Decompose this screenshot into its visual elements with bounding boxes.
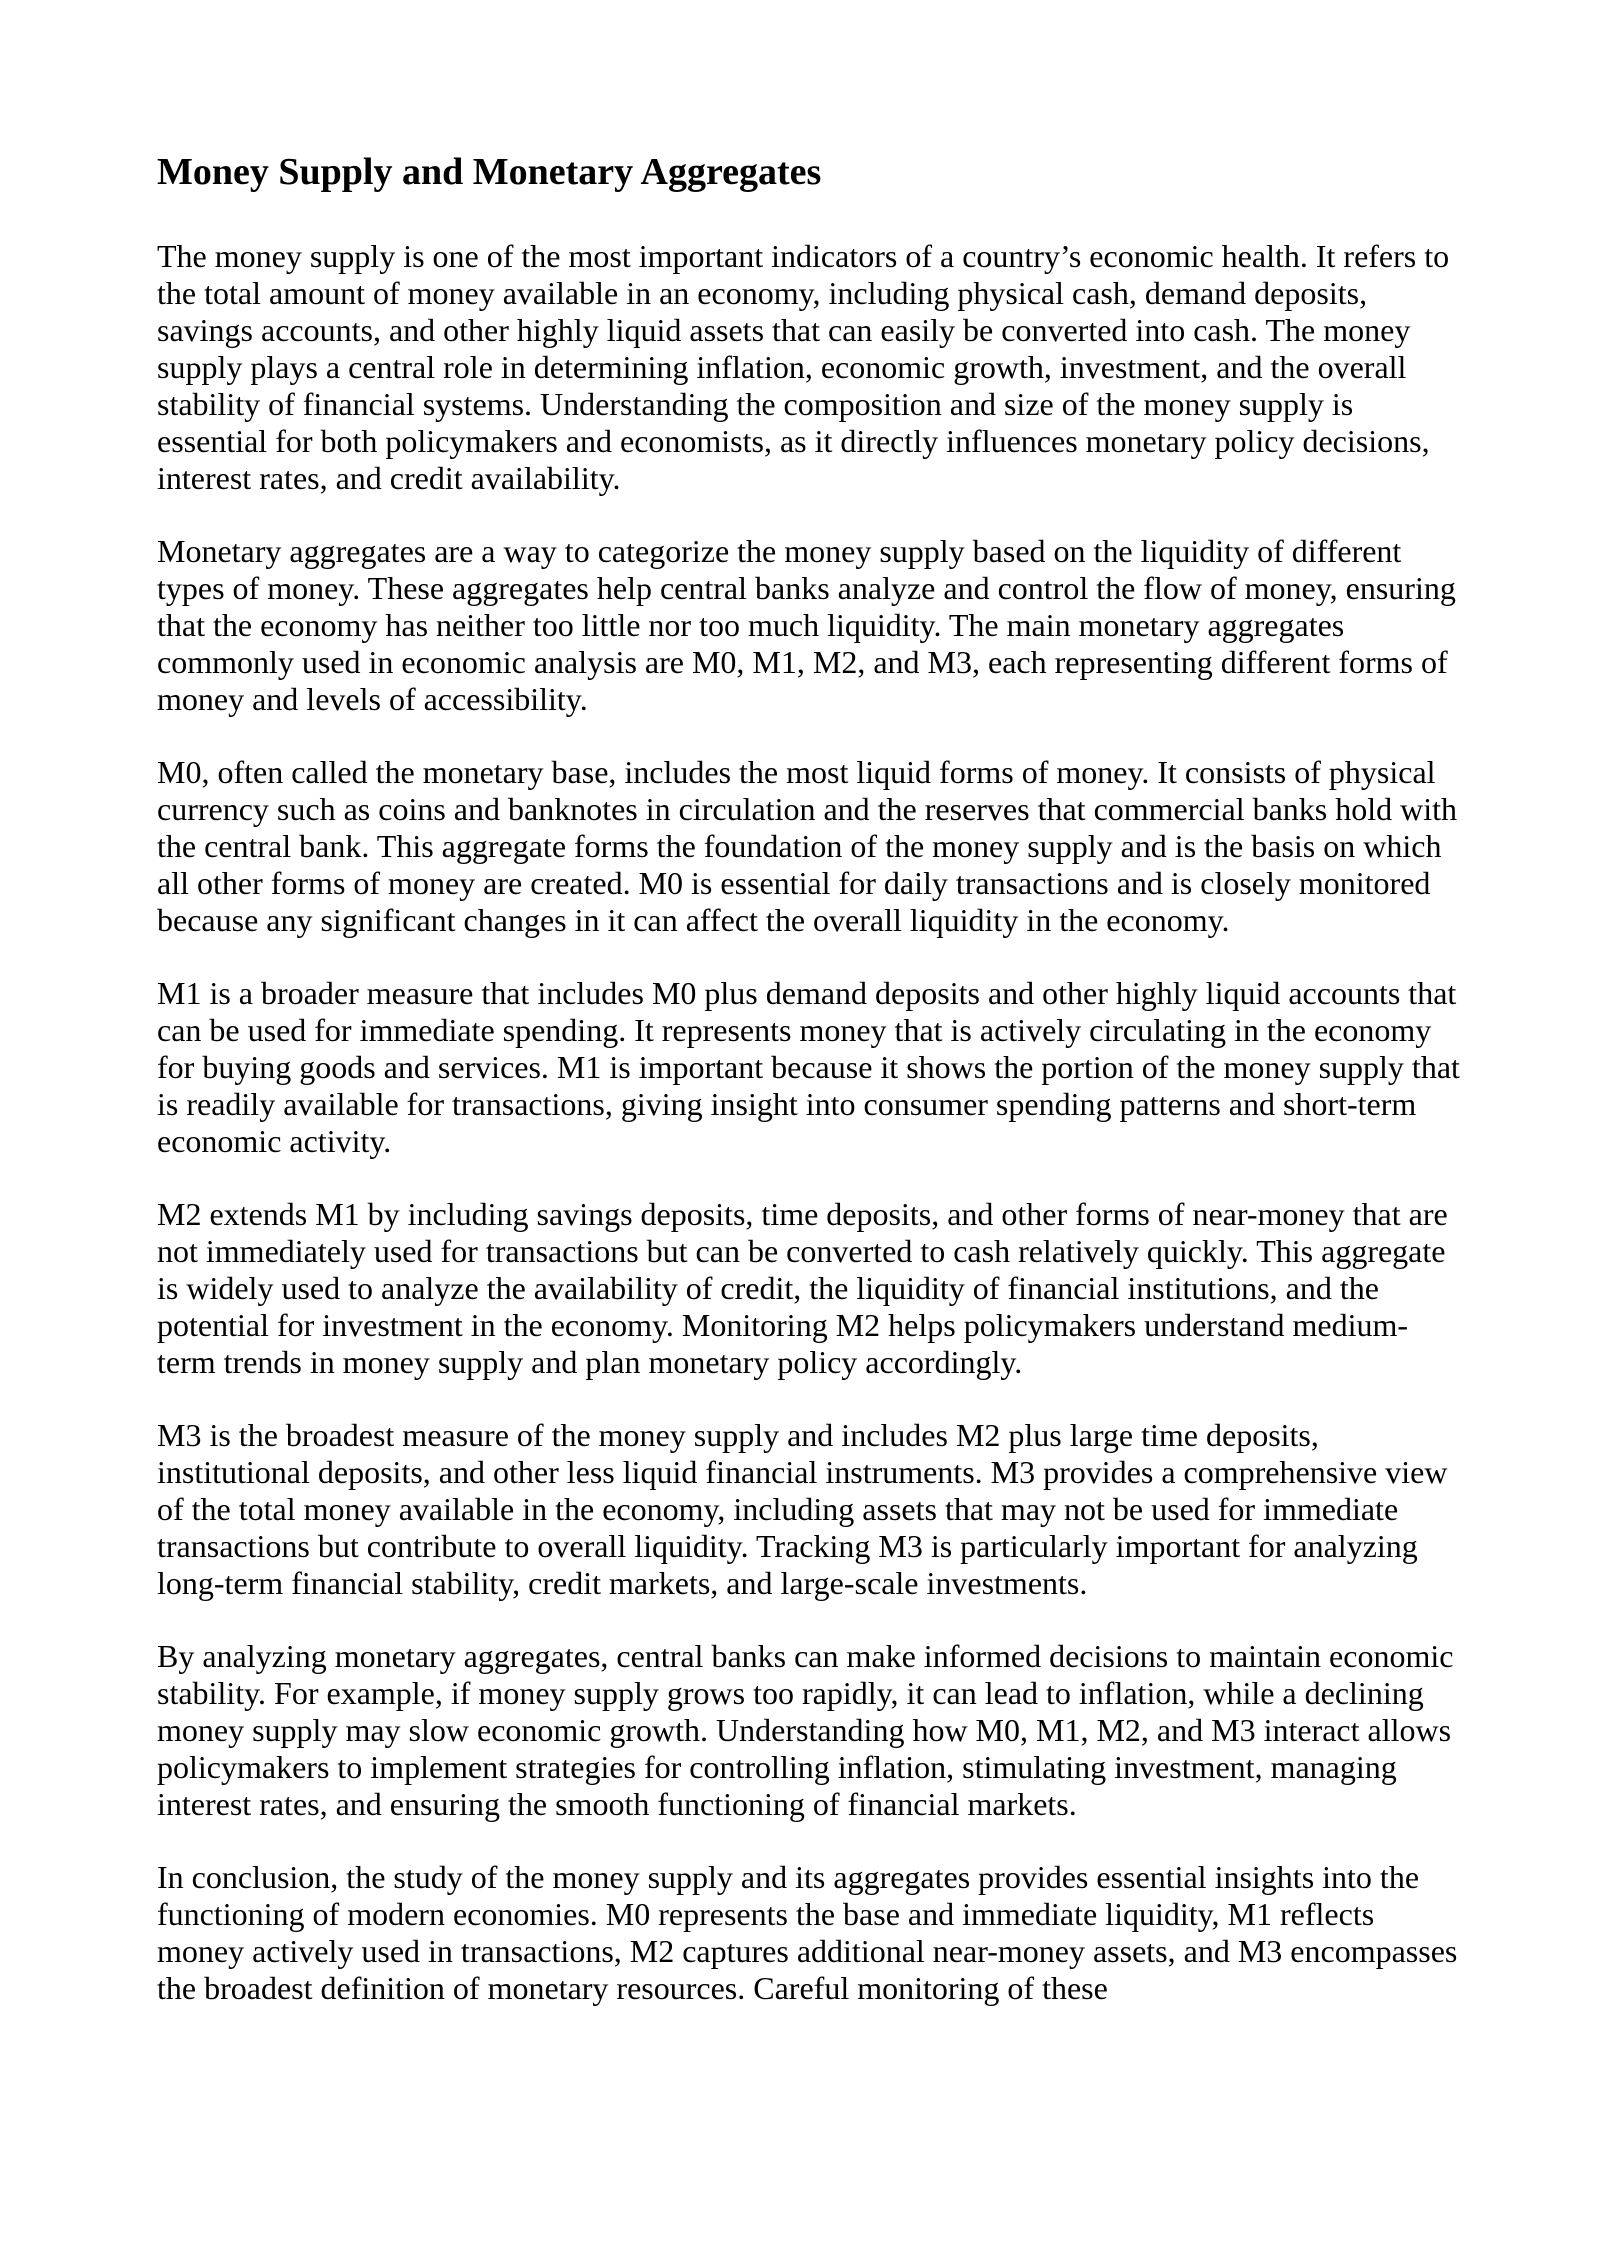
paragraph-intro: The money supply is one of the most important indicators of a country’s economic health. It refers to the total amount of money available in an economy, including physical cash, demand deposits, savings accounts, and other highly liquid assets that can easily be converted into cash. The money supply plays a central role in determining inflation, economic growth, investment, and the overall stability of financial systems. Understanding the composition and size of the money supply is essential for both policymakers and economists, as it directly influences monetary policy decisions, interest rates, and credit availability.: [157, 238, 1450, 496]
paragraph-conclusion: In conclusion, the study of the money supply and its aggregates provides essential insights into the functioning of modern economies. M0 represents the base and immediate liquidity, M1 reflects money actively used in transactions, M2 captures additional near-money assets, and M3 encompasses the broadest definition of monetary resources. Careful monitoring of these: [157, 1859, 1458, 2006]
paragraph-analysis: By analyzing monetary aggregates, central banks can make informed decisions to maintain economic stability. For example, if money supply grows too rapidly, it can lead to inflation, while a declining money supply may slow economic growth. Understanding how M0, M1, M2, and M3 interact allows policymakers to implement strategies for controlling inflation, stimulating investment, managing interest rates, and ensuring the smooth functioning of financial markets.: [157, 1638, 1454, 1822]
paragraph-m0: M0, often called the monetary base, includes the most liquid forms of money. It consists of physical currency such as coins and banknotes in circulation and the reserves that commercial banks hold with the central bank. This aggregate forms the foundation of the money supply and is the basis on which all other forms of money are created. M0 is essential for daily transactions and is closely monitored because any significant changes in it can affect the overall liquidity in the economy.: [157, 754, 1458, 938]
paragraph-m1: M1 is a broader measure that includes M0 plus demand deposits and other highly liquid accounts that can be used for immediate spending. It represents money that is actively circulating in the economy for buying goods and services. M1 is important because it shows the portion of the money supply that is readily available for transactions, giving insight into consumer spending patterns and short-term economic activity.: [157, 975, 1460, 1159]
document-title: Money Supply and Monetary Aggregates: [157, 151, 822, 193]
document-content: [157, 150, 1462, 2007]
paragraph-monetary-aggregates: Monetary aggregates are a way to categorize the money supply based on the liquidity of different types of money. These aggregates help central banks analyze and control the flow of money, ensuring that the economy has neither too little nor too much liquidity. The main monetary aggregates commonly used in economic analysis are M0, M1, M2, and M3, each representing different forms of money and levels of accessibility.: [157, 533, 1456, 717]
paragraph-m2: M2 extends M1 by including savings deposits, time deposits, and other forms of near-money that are not immediately used for transactions but can be converted to cash relatively quickly. This aggregate is widely used to analyze the availability of credit, the liquidity of financial institutions, and the potential for investment in the economy. Monitoring M2 helps policymakers understand medium-term trends in money supply and plan monetary policy accordingly.: [157, 1196, 1448, 1380]
paragraph-m3: M3 is the broadest measure of the money supply and includes M2 plus large time deposits, institutional deposits, and other less liquid financial instruments. M3 provides a comprehensive view of the total money available in the economy, including assets that may not be used for immediate transactions but contribute to overall liquidity. Tracking M3 is particularly important for analyzing long-term financial stability, credit markets, and large-scale investments.: [157, 1417, 1448, 1601]
